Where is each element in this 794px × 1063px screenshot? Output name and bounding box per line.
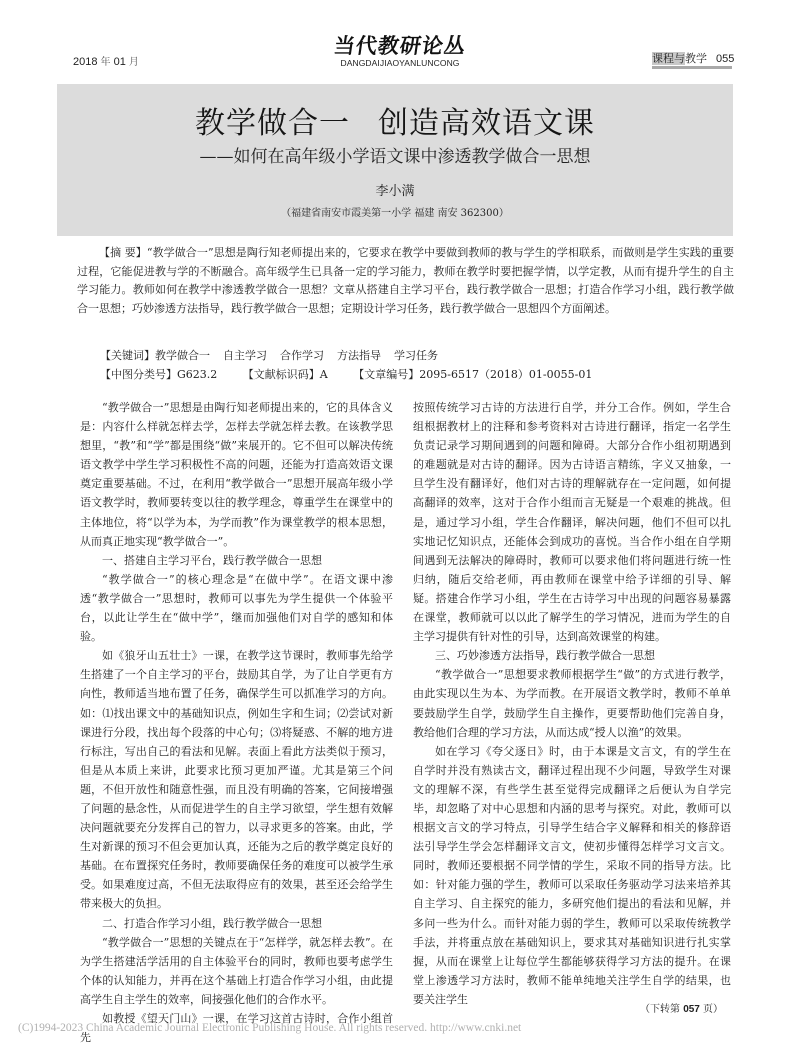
article-title: 教学做合一 创造高效语文课: [195, 106, 595, 141]
issue-date: 2018 年 01 月: [73, 56, 139, 68]
keyword: 学习任务: [394, 349, 438, 362]
section-underline-bar: [652, 66, 732, 69]
page-number: 055: [716, 53, 735, 65]
section-heading: 一、搭建自主学习平台，践行教学做合一思想: [102, 553, 322, 567]
section-label: 课程与教学 055: [652, 52, 735, 65]
section-highlight: 课程与: [652, 52, 685, 65]
author-affiliation: （福建省南安市霞美第一小学 福建 南安 362300）: [281, 208, 509, 219]
paragraph: “教学做合一”思想的关键点在于“怎样学，就怎样去教”。在为学生搭建活学活用的自主体验平台的同时，教师也要考虑学生个体的认知能力，并再在这个基础上打造合作学习小组，由此提高学生自主学生的效率，间接强化他们的合作水平。: [80, 935, 393, 1006]
keyword: 教学做合一: [155, 349, 210, 362]
keyword: 合作学习: [280, 349, 324, 362]
keywords-label: 【关键词】: [100, 349, 155, 362]
continued-note: （下转第 057 页）: [640, 1004, 724, 1015]
paragraph: 如教授《望天门山》一课，在学习这首古诗时，合作小组首先: [80, 1012, 393, 1045]
document-code: A: [319, 368, 328, 381]
paragraph: “教学做合一”思想是由陶行知老师提出来的，它的具体含义是：内容什么样就怎样去学，怎样去学就怎样去教。在该教学思想里，“教”和“学”都是围绕“做”来展开的。它不但可以解决传统语文教学中学生学习积极性不高的问题，还能为打造高效语文课奠定重要基础。不过，在利用“教学做合一”思想开展高年级小学语文教学时，教师要转变以往的教学理念，尊重学生在课堂中的主体地位，将“以学为本，为学而教”作为课堂教学的根本思想，从而真正地实现“教学做合一”。: [80, 401, 393, 548]
body-column-right: [413, 398, 731, 1009]
paragraph: 如在学习《夸父逐日》时，由于本课是文言文，有的学生在自学时并没有熟读古文，翻译过程出现不少问题，导致学生对课文的理解不深，有些学生甚至觉得完成翻译之后便认为自学完毕，却忽略了对中心思想和内涵的思考与探究。对此，教师可以根据文言文的学习特点，引导学生结合字义解释和相关的修辞语法引导学生学会怎样翻译文言文，使初步懂得怎样学习文言文。同时，教师还要根据不同学情的学生，采取不同的指导方法。比如：针对能力强的学生，教师可以采取任务驱动学习法来培养其自主学习、自主探究的能力，多研究他们提出的看法和见解，并多问一些为什么。而针对能力弱的学生，教师可以采取传统教学手法，并将重点放在基础知识上，要求其对基础知识进行扎实掌握，从而在课堂上让每位学生都能够获得学习方法的提升。在课堂上渗透学习方法时，教师不能单纯地关注学生自学的结果，也要关注学生: [413, 744, 731, 1006]
clc-number: G623.2: [177, 368, 218, 381]
abstract-label: 【摘 要】: [99, 246, 147, 259]
keywords: [100, 347, 451, 363]
paragraph: 按照传统学习古诗的方法进行自学，并分工合作。例如，学生合组根据教材上的注释和参考资料对古诗进行翻译，指定一名学生负责记录学习期间遇到的问题和障碍。大部分合作小组初期遇到的难题就是对古诗的翻译。因为古诗语言精练，字义又抽象，一旦学生没有翻译好，他们对古诗的理解就存在一定问题，如何提高翻译的效率，这对于合作小组而言无疑是一个艰难的挑战。但是，通过学习小组，学生合作翻译，解决问题，他们不但可以扎实地记忆知识点，还能体会到成功的喜悦。当合作小组在自学期间遇到无法解决的障碍时，教师可以要求他们将问题进行统一性归纳，随后交给老师，再由教师在课堂中给予详细的引导、解疑。搭建合作学习小组，学生在古诗学习中出现的问题容易暴露在课堂，教师就可以以此了解学生的学习情况，进而为学生的自主学习提供有针对性的引导，达到高效课堂的构建。: [413, 401, 731, 644]
title-block: [57, 84, 733, 236]
journal-name-pinyin: DANGDAIJIAOYANLUNCONG: [340, 58, 460, 68]
body-column-left: [80, 398, 393, 1047]
section-heading: 二、打造合作学习小组，践行教学做合一思想: [102, 916, 322, 930]
keyword: 方法指导: [337, 349, 381, 362]
article-subtitle: ——如何在高年级小学语文课中渗透教学做合一思想: [199, 147, 591, 167]
keyword: 自主学习: [223, 349, 267, 362]
journal-name-cn: 当代教研论丛: [332, 33, 468, 58]
classification-line: 【中图分类号】G623.2 【文献标识码】A 【文章编号】2095-6517（2018）01-0055-01: [100, 368, 593, 381]
section-heading: 三、巧妙渗透方法指导，践行教学做合一思想: [435, 649, 655, 663]
abstract-text: “教学做合一”思想是陶行知老师提出来的，它要求在教学中要做到教师的教与学生的学相联系，而做则是学生实践的重要过程，它能促进教与学的不断融合。高年级学生已具备一定的学习能力，教师在教学时要把握学情，以学定教，从而有提升学生的自主学习能力。教师如何在教学中渗透教学做合一思想？文章从搭建自主学习平台，践行教学做合一思想；打造合作学习小组，践行教学做合一思想；巧妙渗透方法指导，践行教学做合一思想；定期设计学习任务，践行教学做合一思想四个方面阐述。: [77, 246, 735, 315]
paragraph: “教学做合一”思想要求教师根据学生“做”的方式进行教学，由此实现以生为本、为学而教。在开展语文教学时，教师不单单要鼓励学生自学，鼓励学生自主操作，更要帮助他们完善自身，教给他们合理的学习方法，从而达成“授人以渔”的效果。: [413, 668, 731, 739]
continued-page-number: 057: [683, 1004, 700, 1015]
copyright-footer: (C)1994-2023 China Academic Journal Electronic Publishing House. All rights reserved. http://www.cnki.net: [18, 1022, 522, 1034]
author-name: 李小满: [375, 184, 415, 199]
paragraph: “教学做合一”的核心理念是“在做中学”。在语文课中渗透“教学做合一”思想时，教师可以事先为学生提供一个体验平台，以此让学生在“做中学”，继而加强他们对自学的感知和体验。: [80, 572, 393, 644]
paragraph: 如《狼牙山五壮士》一课，在教学这节课时，教师事先给学生搭建了一个自主学习的平台，鼓励其自学，为了让自学更有方向性，教师适当地布置了任务，确保学生可以抓准学习的方向。如：⑴找出课文中的基础知识点，例如生字和生词；⑵尝试对新课进行分段，找出每个段落的中心句；⑶将疑惑、不解的地方进行标注，写出自己的看法和见解。表面上看此方法类似于预习，但是从本质上来讲，此要求比预习更加严谨。尤其是第三个问题，不但开放性和随意性强，而且没有明确的答案，它间接增强了问题的悬念性，从而促进学生的自主学习欲望，学生想有效解决问题就要充分发挥自己的智力，以寻求更多的答案。由此，学生对新课的预习不但会更加认真，还能为之后的教学奠定良好的基础。在布置探究任务时，教师要确保任务的难度可以被学生承受。如果难度过高，不但无法取得应有的效果，甚至还会给学生带来极大的负担。: [80, 649, 393, 911]
abstract: [77, 244, 734, 318]
journal-logo: [320, 34, 480, 68]
article-number: 2095-6517（2018）01-0055-01: [419, 368, 593, 381]
